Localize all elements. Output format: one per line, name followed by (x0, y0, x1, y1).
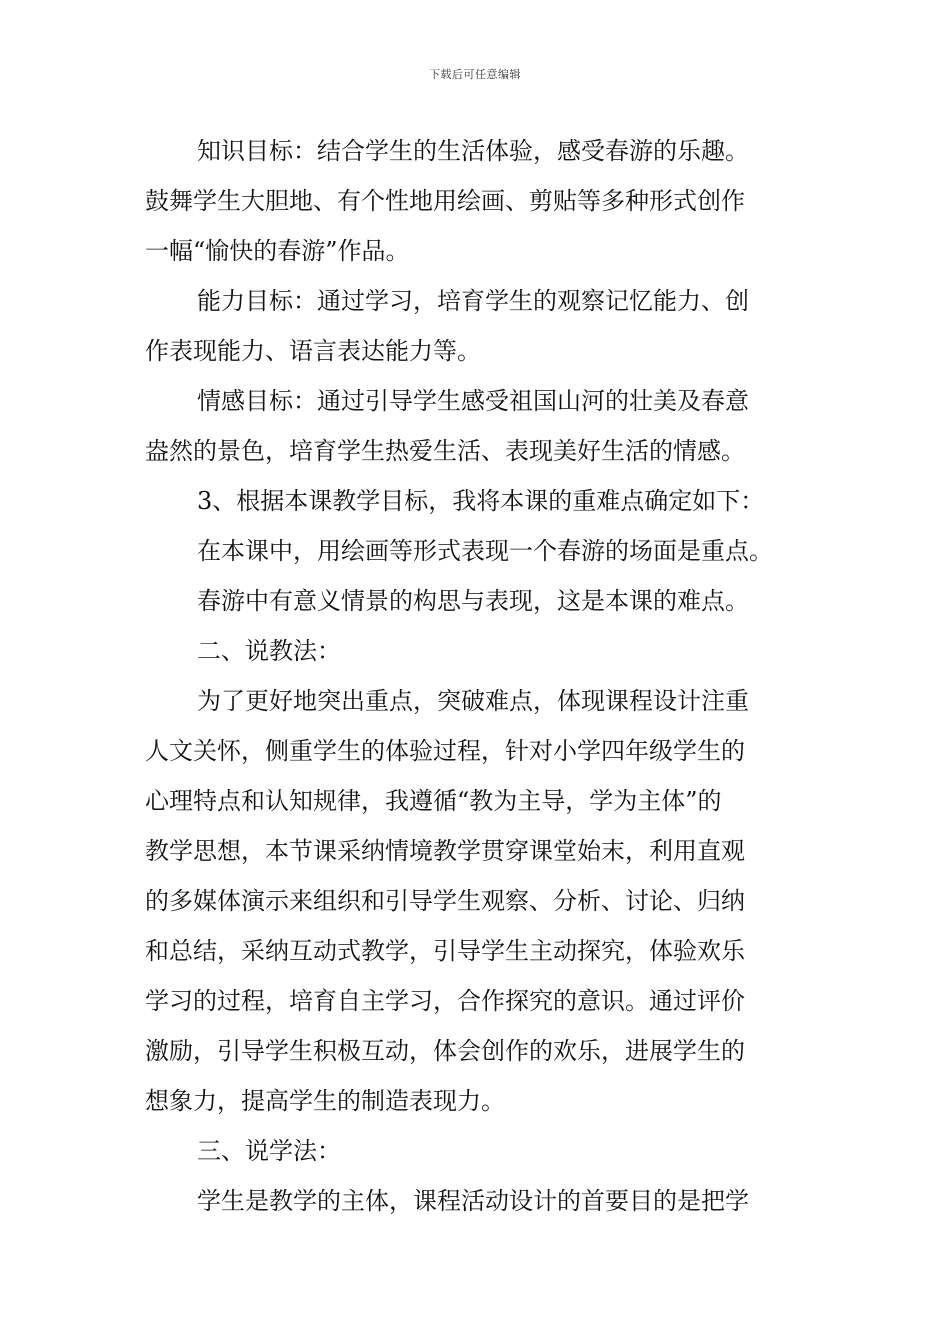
document-body (145, 126, 805, 1226)
paragraph-line: 鼓舞学生大胆地、有个性地用绘画、剪贴等多种形式创作 (145, 187, 745, 215)
paragraph-line: 激励，引导学生积极互动，体会创作的欢乐，进展学生的 (145, 1037, 745, 1065)
paragraph-line: 想象力，提高学生的制造表现力。 (145, 1087, 505, 1115)
paragraph-line: 为了更好地突出重点，突破难点，体现课程设计注重 (197, 687, 749, 715)
paragraph-line: 学生是教学的主体，课程活动设计的首要目的是把学 (197, 1187, 749, 1215)
paragraph-line: 情感目标：通过引导学生感受祖国山河的壮美及春意 (197, 387, 749, 415)
paragraph-line: 盎然的景色，培育学生热爱生活、表现美好生活的情感。 (145, 437, 745, 465)
paragraph-line: 能力目标：通过学习，培育学生的观察记忆能力、创 (197, 287, 749, 315)
paragraph-line: 作表现能力、语言表达能力等。 (145, 337, 481, 365)
paragraph-line: 春游中有意义情景的构思与表现，这是本课的难点。 (197, 587, 749, 615)
paragraph-line: 人文关怀，侧重学生的体验过程，针对小学四年级学生的 (145, 737, 745, 765)
paragraph-line: 3、根据本课教学目标，我将本课的重难点确定如下： (197, 487, 765, 515)
paragraph-line: 教学思想，本节课采纳情境教学贯穿课堂始末，利用直观 (145, 837, 745, 865)
paragraph-line: 学习的过程，培育自主学习，合作探究的意识。通过评价 (145, 987, 745, 1015)
paragraph-line: 心理特点和认知规律，我遵循“教为主导，学为主体”的 (145, 787, 722, 815)
section-heading: 三、说学法： (197, 1137, 341, 1165)
paragraph-line: 的多媒体演示来组织和引导学生观察、分析、讨论、归纳 (145, 887, 745, 915)
paragraph-line: 在本课中，用绘画等形式表现一个春游的场面是重点。 (197, 537, 773, 565)
paragraph-line: 和总结，采纳互动式教学，引导学生主动探究，体验欢乐 (145, 937, 745, 965)
header-note: 下载后可任意编辑 (429, 68, 521, 81)
paragraph-line: 知识目标：结合学生的生活体验，感受春游的乐趣。 (197, 137, 749, 165)
paragraph-line: 一幅“愉快的春游”作品。 (145, 237, 410, 265)
section-heading: 二、说教法： (197, 637, 341, 665)
